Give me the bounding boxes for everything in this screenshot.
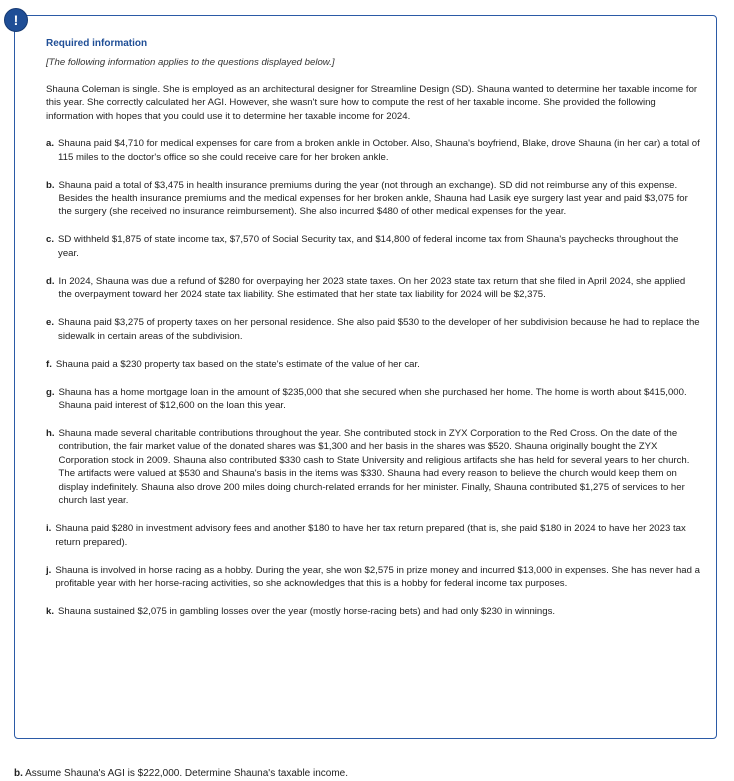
fact-item (46, 179, 701, 219)
fact-item-letter: h. (46, 428, 55, 440)
fact-item-letter: i. (46, 523, 52, 535)
question-letter: b. (14, 768, 23, 779)
fact-item-letter: b. (46, 179, 55, 191)
required-information-panel (14, 15, 717, 739)
fact-item-text: In 2024, Shauna was due a refund of $280 for overpaying her 2023 state taxes. On her 2023 state tax return that she filed in April 2024, she applied the overpayment toward her 2024 state tax liability. She estimated that her state tax liability for 2024 will be $2,375. (58, 275, 686, 301)
fact-item-letter: f. (46, 358, 52, 370)
fact-item-text: Shauna paid $4,710 for medical expenses for care from a broken ankle in October. Also, Shauna's boyfriend, Blake, drove Shauna (in her car) a total of 115 miles to the doctor's office so she could receive care for her broken ankle. (58, 138, 700, 163)
fact-item-letter: j. (46, 564, 52, 576)
fact-item (46, 137, 701, 164)
fact-item-letter: k. (46, 605, 55, 617)
exclamation-icon: ! (4, 8, 28, 32)
panel-heading: Required information (46, 38, 148, 49)
fact-item-letter: c. (46, 234, 55, 246)
fact-item (46, 564, 701, 591)
scenario-text: Shauna Coleman is single. She is employed as an architectural designer for Streamline Design (SD). Shauna wanted to determine her taxable income for this year. She correctly calculated her AGI. However, she wasn't sure how to compute the rest of her taxable income. She provided the following information with hopes that you could use it to determine her taxable income for 2024. (46, 84, 698, 122)
fact-item (46, 427, 701, 507)
fact-item (46, 233, 701, 260)
question-prompt (14, 767, 348, 780)
fact-item-letter: g. (46, 386, 55, 398)
question-text: Assume Shauna's AGI is $222,000. Determine Shauna's taxable income. (25, 768, 349, 779)
fact-item (46, 522, 701, 549)
fact-item (46, 316, 701, 343)
fact-item-text: Shauna paid a total of $3,475 in health insurance premiums during the year (not through an exchange). SD did not reimburse any of this expense. Besides the health insurance premiums and the medical expenses for her broken ankle, Shauna had Lasik eye surgery last year and paid $3,075 for the surgery (she received no insurance reimbursement). She also incurred $480 of other medical expenses for the year. (58, 179, 688, 218)
fact-list (46, 137, 701, 618)
fact-item-text: Shauna is involved in horse racing as a hobby. During the year, she won $2,575 in prize money and incurred $13,000 in expenses. She has never had a profitable year with her horse-racing activities, so she acknowledges that this is a hobby for federal income tax purposes. (55, 564, 700, 589)
fact-item (46, 358, 701, 371)
fact-item-text: Shauna has a home mortgage loan in the amount of $235,000 that she secured when she purchased her home. The home is worth about $415,000. Shauna paid interest of $12,600 on the loan this year. (58, 386, 687, 412)
fact-item-text: Shauna paid a $230 property tax based on the state's estimate of the value of her car. (55, 358, 420, 370)
intro-note: [The following information applies to the questions displayed below.] (46, 57, 335, 68)
fact-item-text: Shauna made several charitable contributions throughout the year. She contributed stock in ZYX Corporation to the Red Cross. On the date of the contribution, the fair market value of the donated shares was $1,300 and her basis in the shares was $520. Shauna originally bought the ZYX Corporation stock in 2009. Shauna also contributed $330 cash to State University and religious artifacts she has held for several years to her church. The artifacts were valued at $530 and Shauna's basis in the items was $330. Shauna had every reason to believe the church would keep them on display indefinitely. Shauna also drove 200 miles doing church-related errands for her minister. Finally, Shauna contributed $1,275 of services to her church last year. (58, 428, 690, 507)
fact-item (46, 386, 701, 413)
fact-item-text: Shauna sustained $2,075 in gambling losses over the year (mostly horse-racing bets) and had only $230 in winnings. (58, 605, 556, 617)
fact-item-letter: e. (46, 317, 55, 329)
fact-item-letter: a. (46, 138, 55, 150)
scenario-paragraph (46, 83, 701, 123)
fact-item-text: SD withheld $1,875 of state income tax, $7,570 of Social Security tax, and $14,800 of federal income tax from Shauna's paychecks throughout the year. (58, 234, 679, 259)
fact-item (46, 275, 701, 302)
required-information-content (46, 37, 701, 633)
fact-item (46, 605, 701, 618)
fact-item-letter: d. (46, 275, 55, 287)
fact-item-text: Shauna paid $280 in investment advisory fees and another $180 to have her tax return prepared (that is, she paid $180 in 2024 to have her 2023 tax return prepared). (55, 523, 686, 548)
fact-item-text: Shauna paid $3,275 of property taxes on her personal residence. She also paid $530 to the developer of her subdivision because he had to replace the sidewalk in certain areas of the subdivision. (58, 317, 700, 342)
